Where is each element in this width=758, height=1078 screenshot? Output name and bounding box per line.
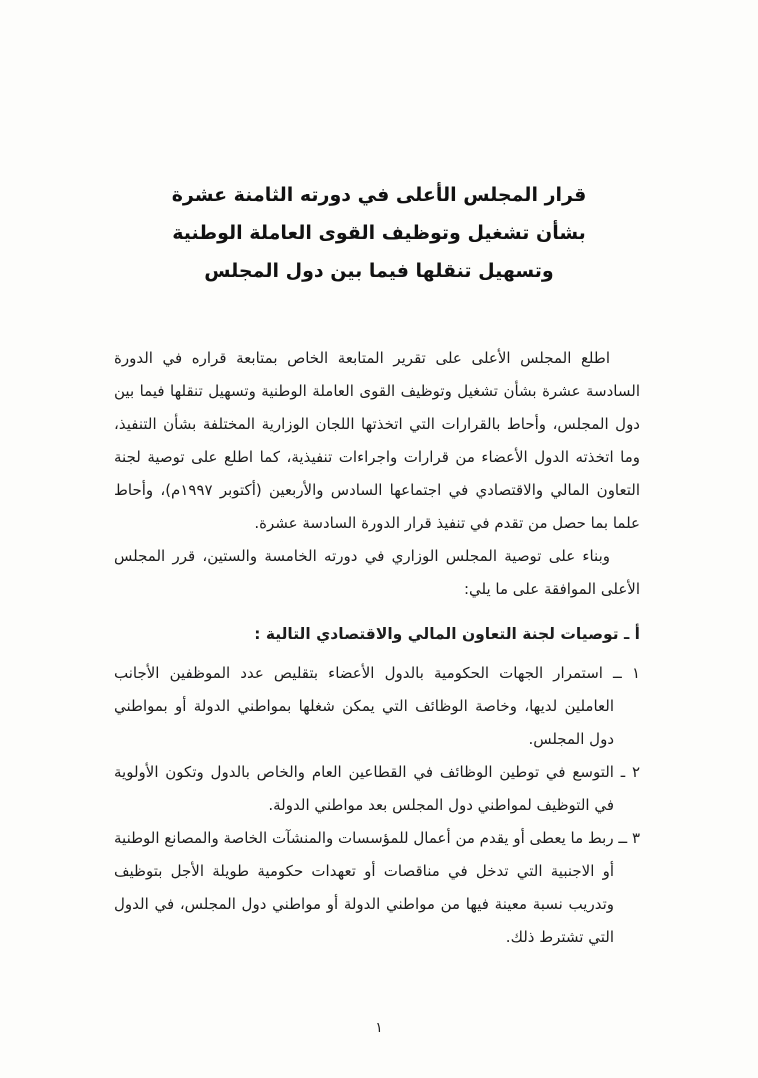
document-title — [110, 176, 648, 290]
title-line-1: قرار المجلس الأعلى في دورته الثامنة عشرة — [171, 184, 587, 206]
paragraph-resolution: وبناء على توصية المجلس الوزاري في دورته الخامسة والستين، قرر المجلس الأعلى الموافقة على ما يلي: — [114, 547, 640, 598]
page-number: ١ — [375, 1020, 383, 1036]
list-item-3: ٣ ــ ربط ما يعطى أو يقدم من أعمال للمؤسسات والمنشآت الخاصة والمصانع الوطنية أو الاجنبية التي تدخل في مناقصات أو تعهدات حكومية طويلة الأجل بتوظيف وتدريب نسبة معينة فيها من مواطني الدولة أو مواطني دول المجلس، في الدول التي تشترط ذلك. — [114, 829, 640, 946]
document-body — [114, 342, 640, 954]
title-line-2: بشأن تشغيل وتوظيف القوى العاملة الوطنية — [172, 222, 586, 244]
paragraph-preamble: اطلع المجلس الأعلى على تقرير المتابعة الخاص بمتابعة قراره في الدورة السادسة عشرة بشأن تشغيل وتوظيف القوى العاملة الوطنية وتسهيل تنقلها فيما بين دول المجلس، وأحاط بالقرارات التي اتخذتها اللجان الوزارية المختلفة بشأن التنفيذ، وما اتخذته الدول الأعضاء من قرارات واجراءات تنفيذية، كما اطلع على توصية لجنة التعاون المالي والاقتصادي في اجتماعها السادس والأربعين (أكتوبر ١٩٩٧م)، وأحاط علما بما حصل من تقدم في تنفيذ قرار الدورة السادسة عشرة. — [114, 349, 641, 532]
section-heading: أ ـ توصيات لجنة التعاون المالي والاقتصادي التالية : — [254, 625, 640, 643]
list-item-2: ٢ ـ التوسع في توطين الوظائف في القطاعين العام والخاص بالدول وتكون الأولوية في التوظيف لمواطني دول المجلس بعد مواطني الدولة. — [114, 763, 640, 814]
list-item-1: ١ ــ استمرار الجهات الحكومية بالدول الأعضاء بتقليص عدد الموظفين الأجانب العاملين لديها، وخاصة الوظائف التي يمكن شغلها بمواطني الدولة أو بمواطني دول المجلس. — [114, 664, 640, 748]
title-line-3: وتسهيل تنقلها فيما بين دول المجلس — [204, 260, 554, 282]
